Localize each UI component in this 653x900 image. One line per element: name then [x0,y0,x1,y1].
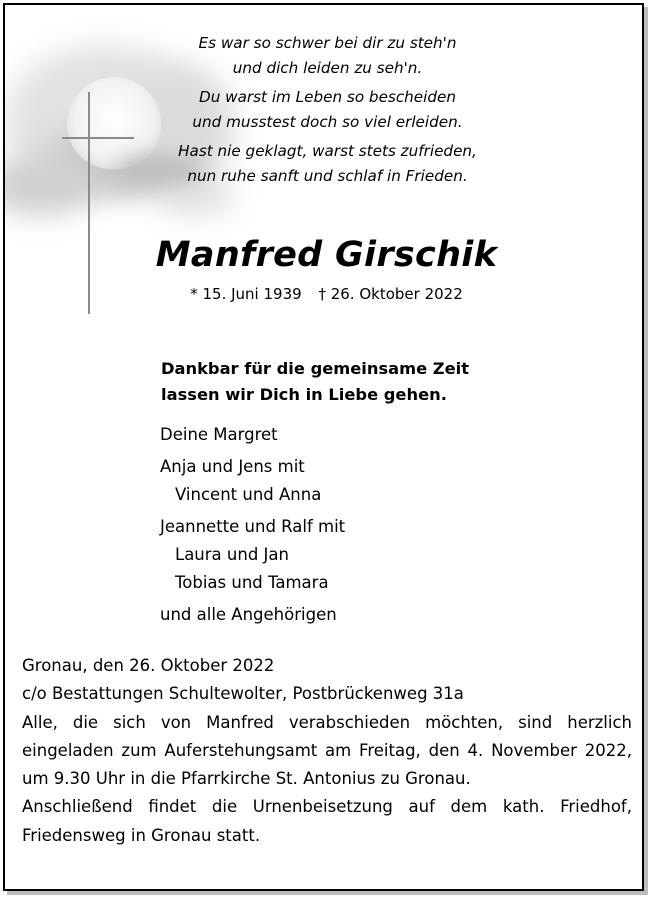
mourners-list [160,421,580,629]
deceased-name: Manfred Girschik [155,235,498,275]
poem-stanza [140,85,515,135]
poem-line: nun ruhe sanft und schlaf in Frieden. [187,167,468,185]
mourner-others: und alle Angehörigen [160,605,337,624]
cross-icon-bar [62,137,134,139]
poem-line: und musstest doch so viel erleiden. [192,113,463,131]
poem-line: Es war so schwer bei dir zu steh'n [198,34,457,52]
funeral-notice [22,652,632,850]
thanks-line: Dankbar für die gemeinsame Zeit [161,359,470,378]
funeral-home-address: c/o Bestattungen Schultewolter, Postbrückenweg 31a [22,684,464,704]
mourner-group: Anja und Jens mit [160,457,305,476]
thanks-text [161,356,581,408]
burial-details: Anschließend findet die Urnenbeisetzung auf dem kath. Friedhof, Friedensweg in Gronau statt. [22,797,632,845]
poem-stanza [140,139,515,189]
mourner-children: Tobias und Tamara [175,573,329,592]
service-details: Alle, die sich von Manfred verabschieden möchten, sind herzlich eingeladen zum Auferstehungsamt am Freitag, den 4. November 2022, um 9.30 Uhr in die Pfarrkirche St. Antonius zu Gronau. [22,712,632,789]
life-dates [110,283,543,305]
birth-date: * 15. Juni 1939 [190,285,302,303]
poem-stanza [140,31,515,81]
mourner-children: Vincent und Anna [175,485,322,504]
mourner-spouse: Deine Margret [160,425,278,444]
mourner-group: Jeannette und Ralf mit [160,517,346,536]
poem-line: Hast nie geklagt, warst stets zufrieden, [178,142,477,160]
poem-line: und dich leiden zu seh'n. [232,59,423,77]
mourner-children: Laura und Jan [175,545,289,564]
place-date: Gronau, den 26. Oktober 2022 [22,656,275,675]
thanks-line: lassen wir Dich in Liebe gehen. [161,385,447,404]
cross-icon [88,92,90,314]
memorial-poem [140,31,515,193]
death-date: † 26. Oktober 2022 [318,285,463,303]
poem-line: Du warst im Leben so bescheiden [199,88,456,106]
